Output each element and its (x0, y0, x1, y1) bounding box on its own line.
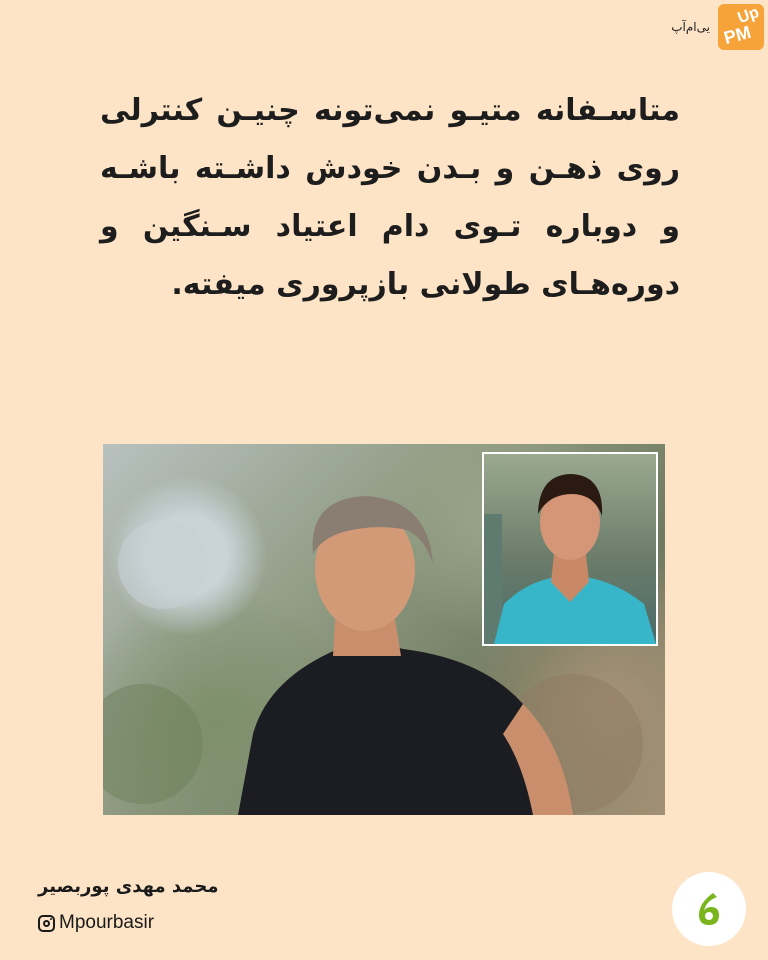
brand-badge (672, 872, 746, 946)
logo-text: یی‌ام‌آپ (671, 20, 710, 34)
logo-icon (718, 4, 764, 50)
brand-logo (671, 4, 764, 50)
instagram-icon (38, 915, 55, 932)
instagram-handle[interactable] (38, 912, 154, 934)
inset-photo (482, 452, 658, 646)
logo-pm-text: PM (721, 21, 753, 49)
six-logo-icon (689, 889, 729, 929)
main-paragraph: متاسـفانه متیـو نمی‌تونه چنیـن کنترلی روی ذهـن و بـدن خودش داشـته باشـه و دوباره تـوی دام اعتیاد سـنگین و دوره‌هـای طولانی بازپروری میفته. (100, 93, 680, 302)
young-man-illustration (484, 454, 656, 644)
logo-up-text: Up (735, 3, 762, 28)
instagram-handle-text: Mpourbasir (59, 912, 155, 933)
author-name: محمد مهدی پوربصیر (38, 876, 219, 897)
